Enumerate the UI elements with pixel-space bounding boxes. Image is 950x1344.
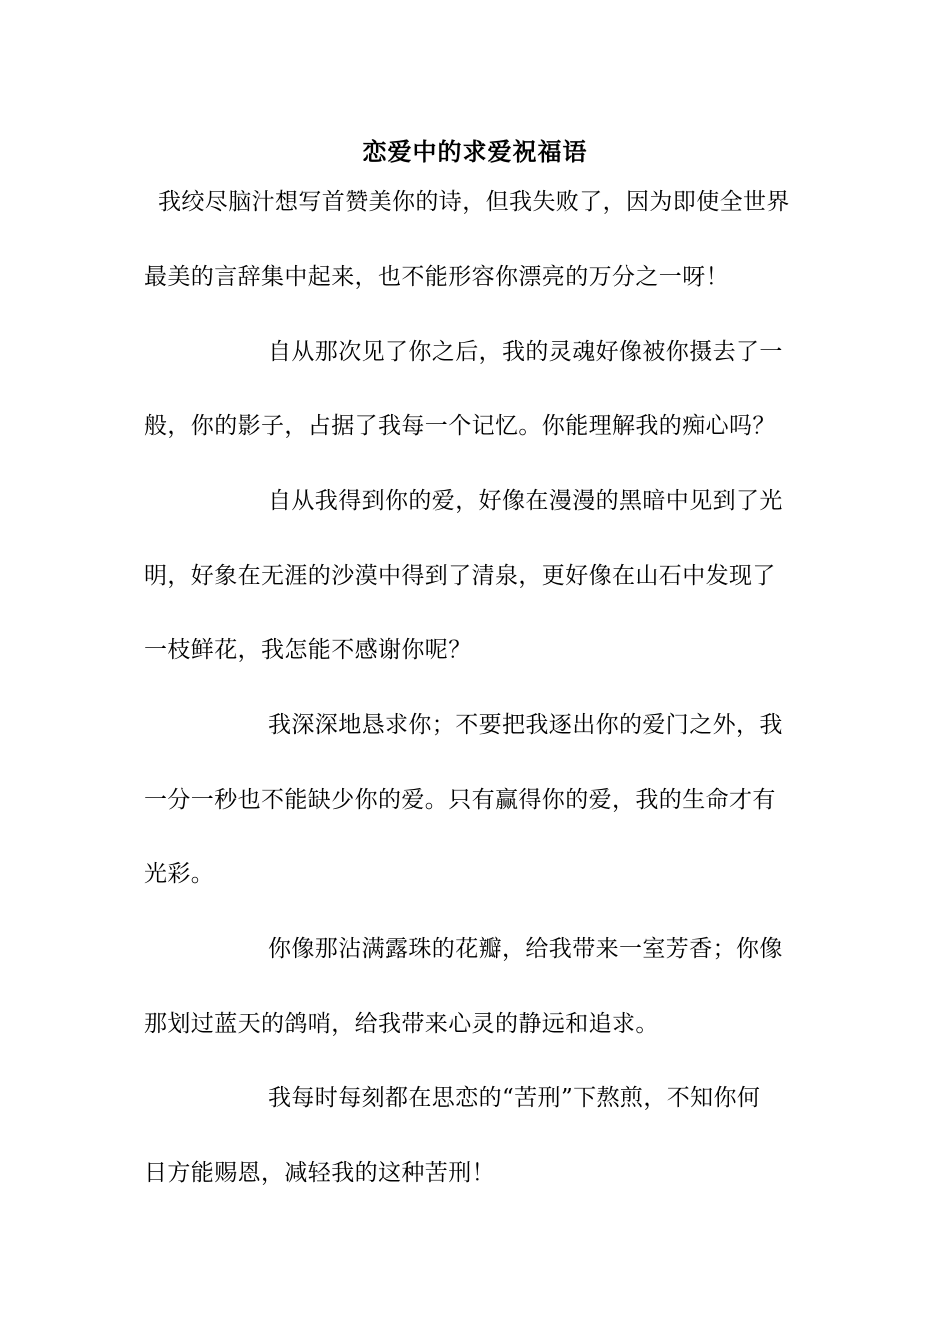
paragraph-line: 一分一秒也不能缺少你的爱。只有赢得你的爱，我的生命才有 [144,787,776,813]
paragraph-line: 日方能赐恩，减轻我的这种苦刑！ [144,1160,495,1186]
paragraph-line: 你像那沾满露珠的花瓣，给我带来一室芳香；你像 [268,936,783,962]
paragraph-line: 般，你的影子，占据了我每一个记忆。你能理解我的痴心吗？ [144,413,776,439]
paragraph-line: 那划过蓝天的鸽哨，给我带来心灵的静远和追求。 [144,1011,659,1037]
paragraph-line: 我绞尽脑汁想写首赞美你的诗，但我失败了，因为即使全世界 [158,189,790,215]
paragraph-line: 我深深地恳求你；不要把我逐出你的爱门之外，我 [268,712,783,738]
paragraph-line: 光彩。 [144,861,215,887]
paragraph-line: 一枝鲜花，我怎能不感谢你呢？ [144,637,472,663]
paragraph-line: 我每时每刻都在思恋的“苦刑”下熬煎，不知你何 [268,1085,761,1111]
paragraph-line: 自从那次见了你之后，我的灵魂好像被你摄去了一 [268,339,783,365]
paragraph-line: 自从我得到你的爱，好像在漫漫的黑暗中见到了光 [268,488,783,514]
paragraph-line: 明，好象在无涯的沙漠中得到了清泉，更好像在山石中发现了 [144,563,776,589]
document-title: 恋爱中的求爱祝福语 [362,137,588,166]
paragraph-line: 最美的言辞集中起来，也不能形容你漂亮的万分之一呀！ [144,264,729,290]
